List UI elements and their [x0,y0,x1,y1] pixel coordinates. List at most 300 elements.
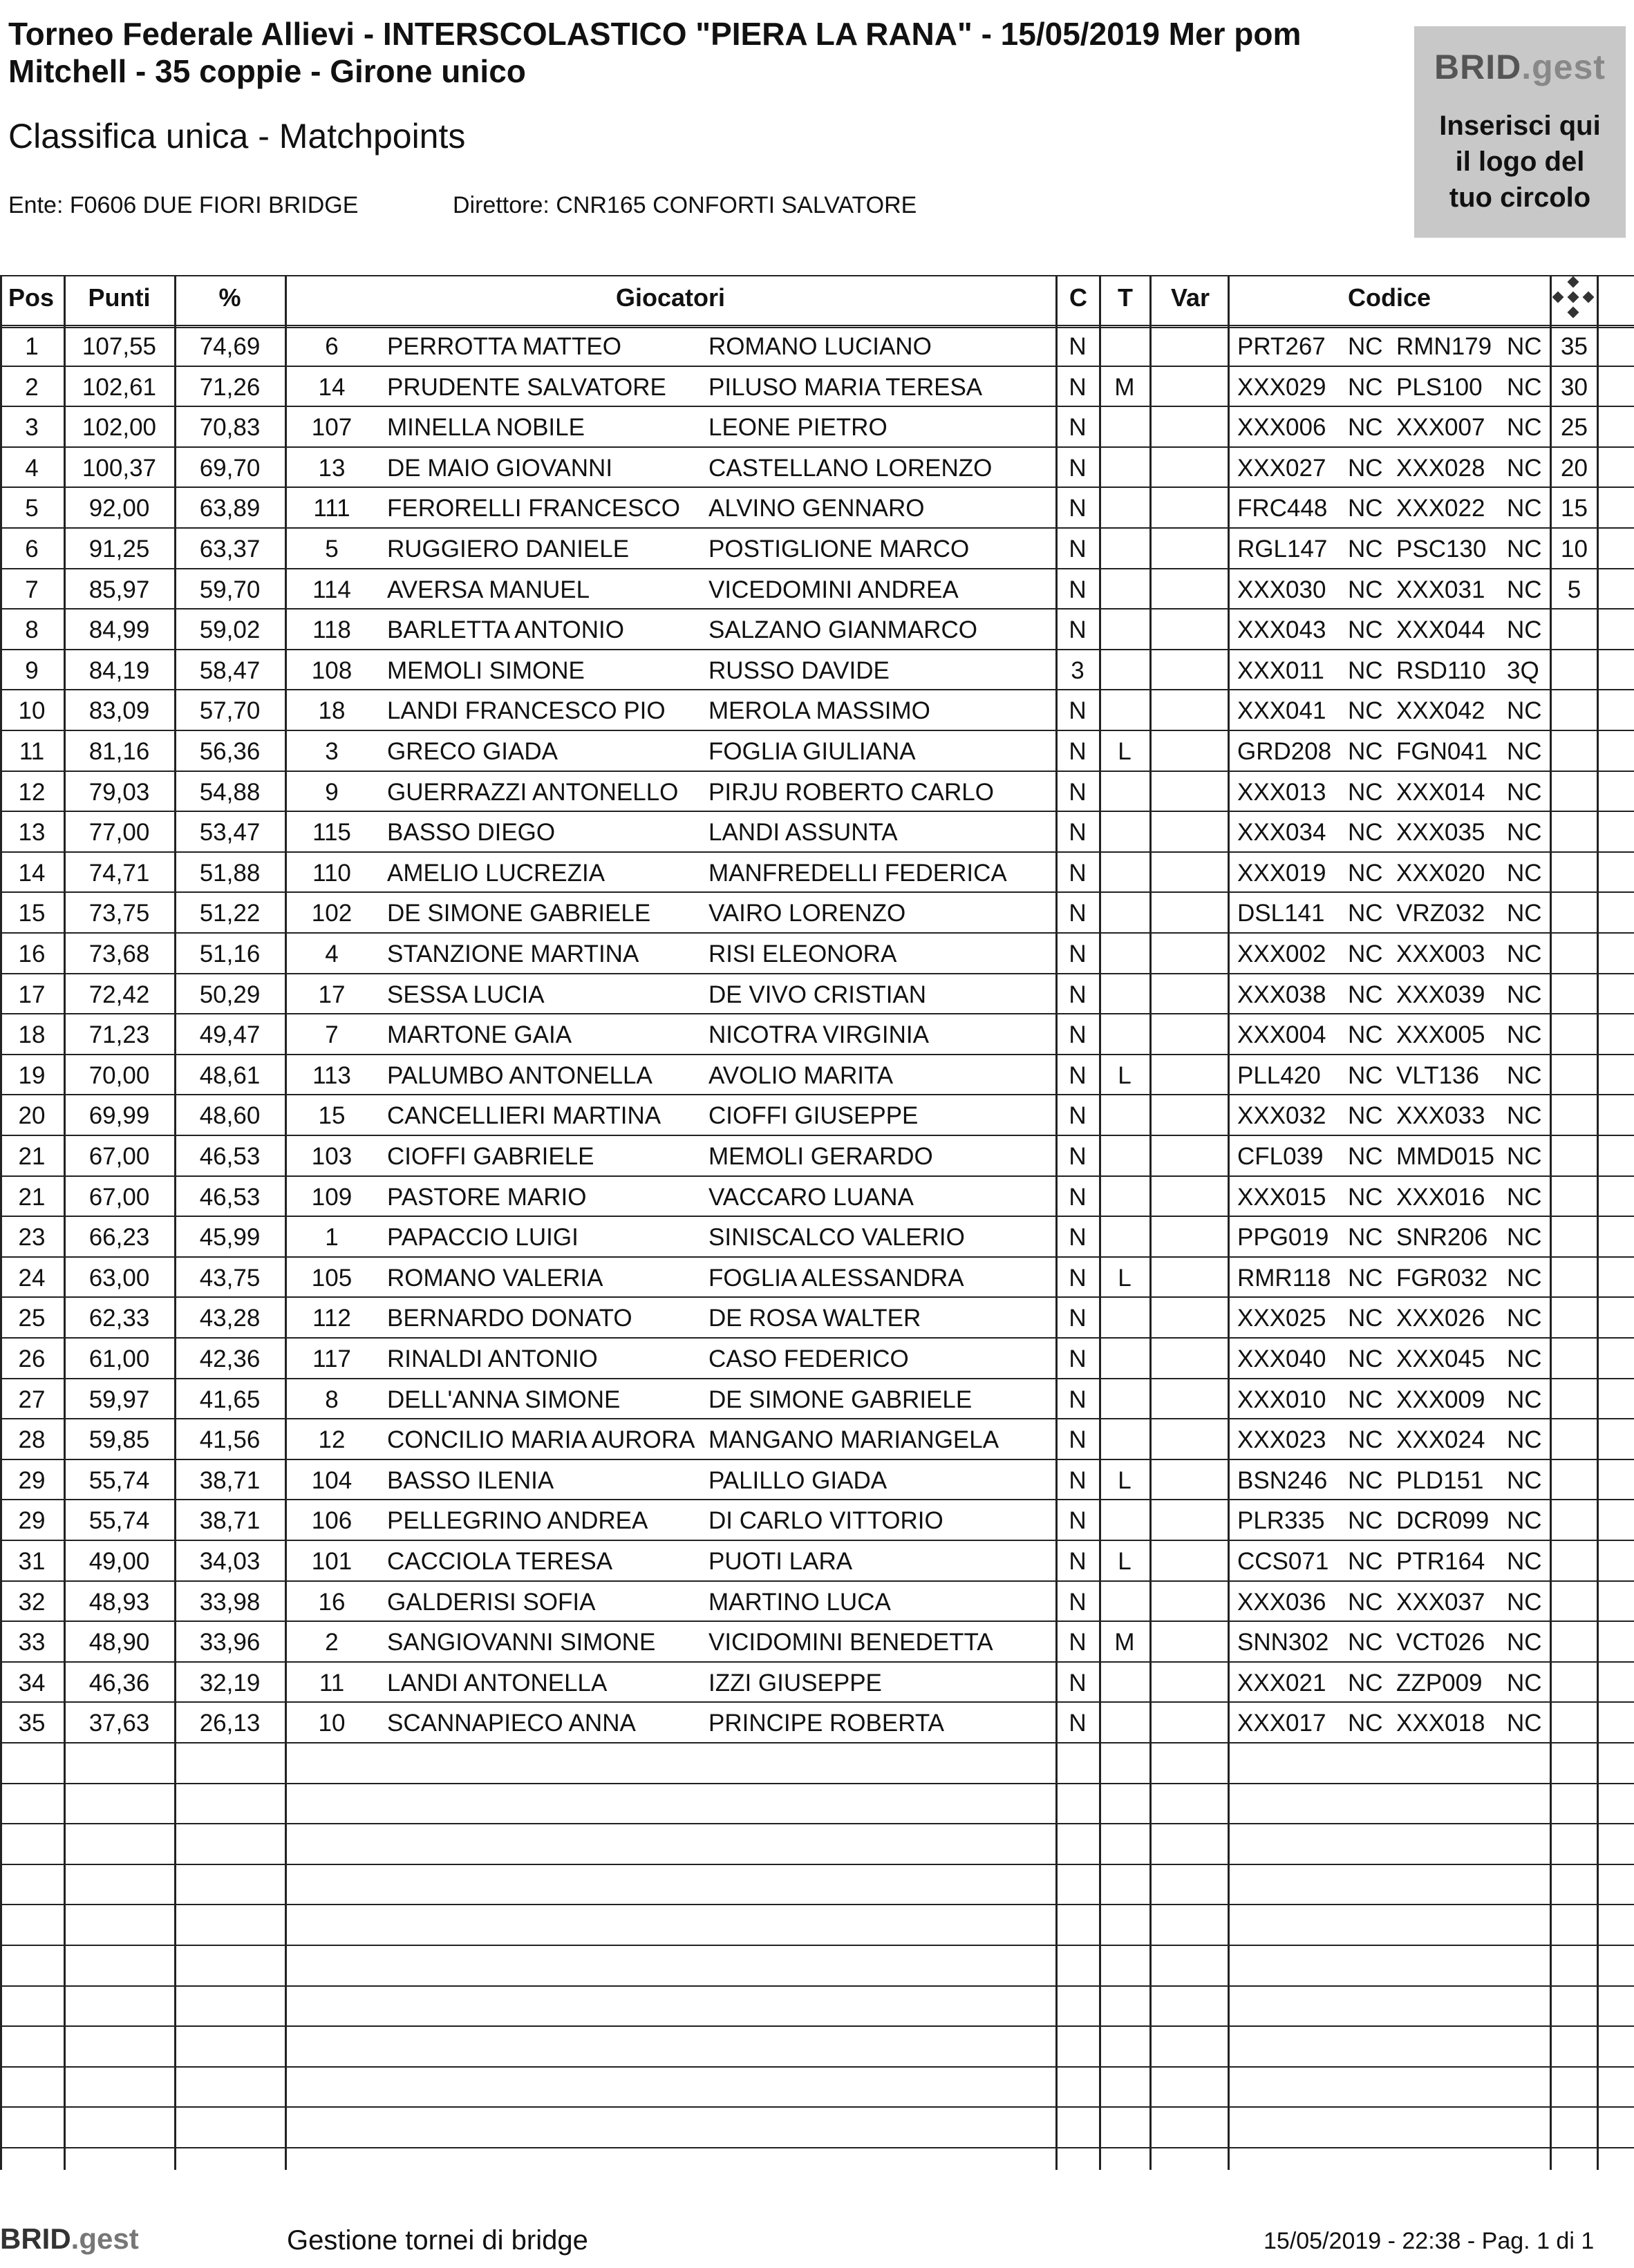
cell-player-1: CANCELLIERI MARTINA [387,1102,661,1130]
cell-code-2: PLD151 [1396,1466,1484,1494]
col-header-giocatori: Giocatori [615,283,726,312]
cell-pair-number: 113 [312,1061,351,1089]
cell-code-1: PRT267 [1237,333,1326,360]
cell-cat-2: NC [1507,1183,1542,1211]
cell-punti: 74,71 [88,859,150,887]
cell-code-1: XXX040 [1237,1345,1326,1372]
cell-pct: 59,02 [199,616,261,644]
cell-player-2: MANFREDELLI FEDERICA [708,859,1007,887]
cell-c: 3 [1071,656,1084,684]
row-divider [0,608,1634,609]
cell-cat-2: NC [1507,1224,1542,1251]
cell-player-2: VICEDOMINI ANDREA [708,576,959,603]
cell-cat-2: NC [1507,900,1542,927]
cell-c: N [1069,1061,1087,1089]
cell-pct: 51,88 [199,859,261,887]
cell-code-2: XXX018 [1396,1710,1485,1737]
cell-pos: 33 [18,1629,46,1656]
cell-cat-2: NC [1507,1345,1542,1372]
cell-code-1: XXX041 [1237,697,1326,725]
cell-cat-2: NC [1507,616,1542,644]
cell-pair-number: 13 [318,454,346,482]
cell-player-1: PERROTTA MATTEO [387,333,621,360]
subtitle: Classifica unica - Matchpoints [8,117,466,155]
cell-code-2: RSD110 [1396,656,1486,684]
cell-pair-number: 104 [311,1466,353,1494]
cell-pos: 15 [18,900,46,927]
cell-t: M [1114,1629,1135,1656]
cell-c: N [1069,616,1087,644]
cell-code-1: XXX032 [1237,1102,1326,1130]
cell-cat-1: NC [1348,1507,1383,1535]
cell-pair-number: 118 [312,616,351,644]
cell-player-2: ALVINO GENNARO [708,495,925,522]
cell-pos: 14 [18,859,46,887]
cell-pos: 35 [18,1710,46,1737]
cell-player-2: MEMOLI GERARDO [708,1143,933,1170]
cell-pos: 11 [19,738,45,765]
cell-player-2: DE VIVO CRISTIAN [708,981,927,1008]
cell-cat-1: NC [1348,333,1383,360]
logo-brand-suffix: .gest [1521,48,1606,86]
cell-player-2: ROMANO LUCIANO [708,333,932,360]
logo-text [1414,108,1626,216]
col-header-pos: Pos [8,283,55,312]
cell-pair-number: 9 [325,778,339,806]
cell-pct: 41,65 [199,1386,261,1413]
cell-pos: 2 [25,373,39,401]
row-divider [0,730,1634,731]
cell-punti: 59,85 [88,1426,150,1454]
cell-pair-number: 110 [312,859,351,887]
cell-t: M [1114,373,1135,401]
cell-cat-1: NC [1348,778,1383,806]
cell-pair-number: 111 [313,495,350,522]
cell-player-2: LEONE PIETRO [708,414,888,442]
cell-cat-2: NC [1507,1061,1542,1089]
cell-punti: 73,68 [88,941,150,967]
row-divider [0,366,1634,367]
cell-pct: 59,70 [199,576,261,603]
cell-player-1: LANDI ANTONELLA [387,1669,608,1697]
cell-c: N [1069,778,1087,806]
direttore-label: Direttore: CNR165 CONFORTI SALVATORE [453,192,917,218]
cell-pos: 12 [18,778,46,806]
cell-cat-1: NC [1348,859,1383,887]
cell-c: N [1069,1386,1087,1413]
cell-punti: 72,42 [88,981,150,1008]
cell-player-2: MARTINO LUCA [708,1588,891,1616]
cell-player-1: PALUMBO ANTONELLA [387,1061,652,1089]
cell-c: N [1069,1143,1087,1170]
cell-pct: 50,29 [199,981,261,1008]
cell-player-2: VACCARO LUANA [708,1183,914,1211]
cell-cat-2: NC [1507,1426,1542,1454]
row-divider [0,486,1634,488]
cell-punti: 37,63 [88,1710,150,1737]
cell-c: N [1069,1629,1087,1656]
cell-cat-2: NC [1507,1669,1542,1697]
cell-punti: 107,55 [82,333,157,360]
cell-cat-1: NC [1348,576,1383,603]
cell-t: L [1118,1548,1131,1575]
cell-code-2: XXX014 [1396,778,1485,806]
cell-code-2: XXX009 [1396,1386,1485,1413]
cell-pos: 17 [18,981,46,1008]
cell-pct: 34,03 [199,1548,261,1575]
cell-player-1: AMELIO LUCREZIA [387,859,605,887]
row-divider [0,1945,1634,1946]
logo-brand-main: BRID [1434,48,1522,86]
row-divider [0,1823,1634,1824]
cell-cat-2: NC [1507,1102,1542,1130]
cell-cat-2: NC [1507,1548,1542,1575]
cell-punti: 71,23 [88,1021,150,1049]
cell-cat-2: NC [1507,1386,1542,1413]
cell-code-1: GRD208 [1237,738,1332,765]
cell-pct: 32,19 [199,1669,261,1697]
cell-punti: 62,33 [88,1305,150,1332]
cell-pair-number: 108 [311,656,353,684]
row-divider [0,973,1634,974]
cell-code-1: BSN246 [1237,1466,1328,1494]
cell-pos: 8 [25,616,39,644]
cell-code-1: XXX030 [1237,576,1326,603]
cell-player-2: SINISCALCO VALERIO [708,1224,965,1251]
footer-brand [0,2222,139,2256]
cell-c: N [1069,738,1087,765]
cell-pair-number: 101 [311,1548,353,1575]
cell-c: N [1069,1710,1087,1737]
cell-punti: 102,00 [82,414,157,442]
row-divider [0,649,1634,650]
cell-pct: 63,37 [199,536,261,563]
col-header-var: Var [1170,283,1210,312]
cell-pct: 43,75 [199,1264,261,1292]
row-divider [0,1540,1634,1541]
cell-player-1: MARTONE GAIA [387,1021,572,1049]
cell-player-1: BERNARDO DONATO [387,1305,632,1332]
cell-pct: 46,53 [199,1143,261,1170]
cell-punti: 66,23 [88,1224,150,1251]
cell-cat-1: NC [1348,1426,1383,1454]
cell-player-2: MANGANO MARIANGELA [708,1426,999,1454]
cell-player-1: FERORELLI FRANCESCO [387,495,680,522]
row-divider [0,851,1634,853]
cell-t: L [1118,1466,1131,1494]
cell-player-2: VAIRO LORENZO [708,900,906,927]
cell-cat-2: NC [1507,414,1542,442]
cell-c: N [1069,1102,1087,1130]
cell-player-1: LANDI FRANCESCO PIO [387,697,666,725]
cell-code-2: FGN041 [1396,738,1488,765]
row-divider [0,1337,1634,1339]
cell-cat-2: NC [1507,981,1542,1008]
cell-pos: 9 [25,656,39,684]
cell-cat-1: NC [1348,1143,1383,1170]
cell-punti: 81,16 [88,738,150,765]
cell-c: N [1069,576,1087,603]
cell-pos: 24 [18,1264,46,1292]
row-divider [0,2066,1634,2068]
cell-code-2: XXX042 [1396,697,1485,725]
cell-code-1: XXX015 [1237,1183,1326,1211]
cell-c: N [1069,1466,1087,1494]
cell-c: N [1069,454,1087,482]
cell-cat-1: NC [1348,454,1383,482]
cell-code-2: ZZP009 [1396,1669,1483,1697]
cell-player-2: PUOTI LARA [708,1548,853,1575]
cell-cat-2: NC [1507,1466,1542,1494]
cell-code-2: XXX045 [1396,1345,1485,1372]
cell-player-1: SCANNAPIECO ANNA [387,1710,636,1737]
row-divider [0,568,1634,569]
cell-punti: 102,61 [82,373,157,401]
row-divider [0,932,1634,934]
cell-punti: 49,00 [88,1548,150,1575]
cell-cat-2: NC [1507,1143,1542,1170]
row-divider [0,1459,1634,1460]
cell-player-2: NICOTRA VIRGINIA [708,1021,929,1049]
cell-cat-1: NC [1348,1588,1383,1616]
cell-code-2: XXX033 [1396,1102,1485,1130]
cell-player-2: AVOLIO MARITA [708,1061,894,1089]
cell-code-2: XXX007 [1396,414,1485,442]
cell-c: N [1069,900,1087,927]
column-divider [1228,275,1230,2170]
cell-cat-1: NC [1348,1345,1383,1372]
col-header-pct: % [218,283,241,312]
row-divider [0,1378,1634,1379]
cell-player-2: FOGLIA ALESSANDRA [708,1264,964,1292]
cell-cat-1: NC [1348,1305,1383,1332]
cell-c: N [1069,1669,1087,1697]
cell-player-2: PILUSO MARIA TERESA [708,373,983,401]
cell-player-1: BASSO ILENIA [387,1466,554,1494]
title-line-1: Torneo Federale Allievi - INTERSCOLASTICO "PIERA LA RANA" - 15/05/2019 Mer pom [8,16,1302,52]
cell-code-2: XXX003 [1396,941,1485,967]
cell-player-1: BASSO DIEGO [387,819,556,847]
cell-cat-2: NC [1507,819,1542,847]
cell-points: 20 [1561,454,1588,482]
cell-code-2: XXX035 [1396,819,1485,847]
cell-pair-number: 102 [311,900,353,927]
row-divider [0,1580,1634,1582]
cell-t: L [1118,1061,1131,1089]
cell-pair-number: 117 [312,1345,351,1372]
cell-code-1: XXX029 [1237,373,1326,401]
cell-punti: 70,00 [88,1061,150,1089]
cell-cat-1: NC [1348,1466,1383,1494]
cell-c: N [1069,1264,1087,1292]
cell-code-2: XXX016 [1396,1183,1485,1211]
cell-punti: 69,99 [88,1102,150,1130]
row-divider [0,891,1634,893]
cell-punti: 100,37 [82,454,157,482]
cell-player-1: PRUDENTE SALVATORE [387,373,666,401]
cell-pos: 7 [25,576,39,603]
cell-pos: 34 [18,1669,46,1697]
cell-pair-number: 15 [318,1102,346,1130]
cell-pct: 48,61 [199,1061,261,1089]
cell-player-2: LANDI ASSUNTA [708,819,898,847]
cell-player-2: DE SIMONE GABRIELE [708,1386,973,1413]
cell-player-2: POSTIGLIONE MARCO [708,536,970,563]
cell-pos: 1 [25,333,39,360]
cell-pct: 33,98 [199,1588,261,1616]
cell-punti: 63,00 [88,1264,150,1292]
cell-player-1: RINALDI ANTONIO [387,1345,598,1372]
row-divider [0,2147,1634,2148]
cell-c: N [1069,941,1087,967]
cell-code-2: XXX024 [1396,1426,1485,1454]
cell-pair-number: 14 [318,373,346,401]
cell-punti: 46,36 [88,1669,150,1697]
cell-pos: 16 [18,941,46,967]
cell-cat-2: NC [1507,454,1542,482]
cell-code-2: XXX044 [1396,616,1485,644]
cell-pos: 4 [25,454,39,482]
cell-pair-number: 107 [311,414,353,442]
cell-code-2: XXX037 [1396,1588,1485,1616]
cell-cat-2: NC [1507,1507,1542,1535]
cell-code-1: XXX038 [1237,981,1326,1008]
row-divider [0,406,1634,407]
cell-pct: 56,36 [199,738,261,765]
cell-cat-1: NC [1348,373,1383,401]
cell-code-1: XXX004 [1237,1021,1326,1049]
cell-code-2: XXX020 [1396,859,1485,887]
cell-cat-1: NC [1348,738,1383,765]
cell-cat-2: NC [1507,738,1542,765]
cell-pct: 51,16 [199,941,261,967]
cell-points: 35 [1561,333,1588,360]
cell-player-2: RUSSO DAVIDE [708,656,890,684]
cell-cat-1: NC [1348,900,1383,927]
cell-pos: 21 [18,1143,46,1170]
row-divider [0,689,1634,690]
cell-cat-1: NC [1348,616,1383,644]
cell-punti: 83,09 [88,697,150,725]
cell-punti: 92,00 [88,495,150,522]
cell-punti: 48,90 [88,1629,150,1656]
cell-cat-1: NC [1348,1102,1383,1130]
row-divider [0,1661,1634,1663]
col-header-c: C [1069,283,1087,312]
cell-pair-number: 106 [311,1507,353,1535]
cell-player-2: CASO FEDERICO [708,1345,909,1372]
cell-pair-number: 10 [318,1710,346,1737]
cell-code-2: VLT136 [1396,1061,1479,1089]
cell-punti: 73,75 [88,900,150,927]
col-header-codice: Codice [1347,283,1431,312]
cell-pos: 18 [18,1021,46,1049]
cell-pair-number: 4 [325,941,339,967]
cell-player-2: IZZI GIUSEPPE [708,1669,882,1697]
cell-pct: 53,47 [199,819,261,847]
cell-player-1: STANZIONE MARTINA [387,941,639,967]
cell-code-1: PLL420 [1237,1061,1321,1089]
cell-code-1: XXX034 [1237,819,1326,847]
column-divider [1149,275,1152,2170]
cell-c: N [1069,333,1087,360]
cell-code-1: PLR335 [1237,1507,1325,1535]
cell-cat-2: NC [1507,859,1542,887]
cell-player-2: FOGLIA GIULIANA [708,738,916,765]
cell-pct: 45,99 [199,1224,261,1251]
cell-c: N [1069,1588,1087,1616]
cell-punti: 79,03 [88,778,150,806]
cell-pos: 23 [18,1224,46,1251]
cell-player-1: CACCIOLA TERESA [387,1548,613,1575]
row-divider [0,446,1634,448]
cell-player-2: PRINCIPE ROBERTA [708,1710,944,1737]
cell-pos: 10 [18,697,46,725]
cell-pair-number: 109 [311,1183,353,1211]
cell-code-2: VRZ032 [1396,900,1485,927]
cell-player-2: DI CARLO VITTORIO [708,1507,943,1535]
cell-pos: 6 [25,536,39,563]
cell-player-1: PASTORE MARIO [387,1183,587,1211]
cell-c: N [1069,1548,1087,1575]
cell-player-1: MEMOLI SIMONE [387,656,585,684]
cell-code-2: XXX005 [1396,1021,1485,1049]
row-divider [0,325,1634,328]
cell-player-1: SESSA LUCIA [387,981,545,1008]
cell-cat-1: NC [1348,1224,1383,1251]
footer-text: Gestione tornei di bridge [287,2225,588,2256]
cell-code-1: SNN302 [1237,1629,1329,1656]
cell-code-1: XXX027 [1237,454,1326,482]
cell-pair-number: 112 [312,1305,351,1332]
cell-pct: 49,47 [199,1021,261,1049]
cell-player-1: DE SIMONE GABRIELE [387,900,651,927]
cell-cat-1: NC [1348,1061,1383,1089]
cell-code-1: PPG019 [1237,1224,1329,1251]
cell-pct: 70,83 [199,414,261,442]
cell-cat-1: NC [1348,1264,1383,1292]
cell-code-2: DCR099 [1396,1507,1490,1535]
logo-line-2: il logo del [1455,147,1585,177]
row-divider [0,1175,1634,1177]
cell-player-2: CASTELLANO LORENZO [708,454,993,482]
cell-code-2: XXX022 [1396,495,1485,522]
cell-cat-1: NC [1348,819,1383,847]
cell-punti: 67,00 [88,1183,150,1211]
cell-player-2: CIOFFI GIUSEPPE [708,1102,919,1130]
cell-code-1: XXX021 [1237,1669,1326,1697]
cell-pct: 48,60 [199,1102,261,1130]
cell-cat-2: NC [1507,536,1542,563]
table-top-line [0,275,1634,276]
row-divider [0,1216,1634,1217]
column-divider [1099,275,1101,2170]
cell-pct: 54,88 [199,778,261,806]
cell-punti: 84,99 [88,616,150,644]
row-divider [0,2025,1634,2027]
cell-code-1: XXX023 [1237,1426,1326,1454]
cell-pair-number: 18 [318,697,346,725]
row-divider [0,1620,1634,1622]
cell-player-1: SANGIOVANNI SIMONE [387,1629,656,1656]
cell-cat-2: NC [1507,495,1542,522]
cell-pair-number: 114 [312,576,351,603]
cell-cat-1: NC [1348,981,1383,1008]
cell-cat-1: NC [1348,1021,1383,1049]
cell-code-2: FGR032 [1396,1264,1488,1292]
cell-punti: 55,74 [88,1507,150,1535]
cell-code-2: XXX031 [1396,576,1485,603]
